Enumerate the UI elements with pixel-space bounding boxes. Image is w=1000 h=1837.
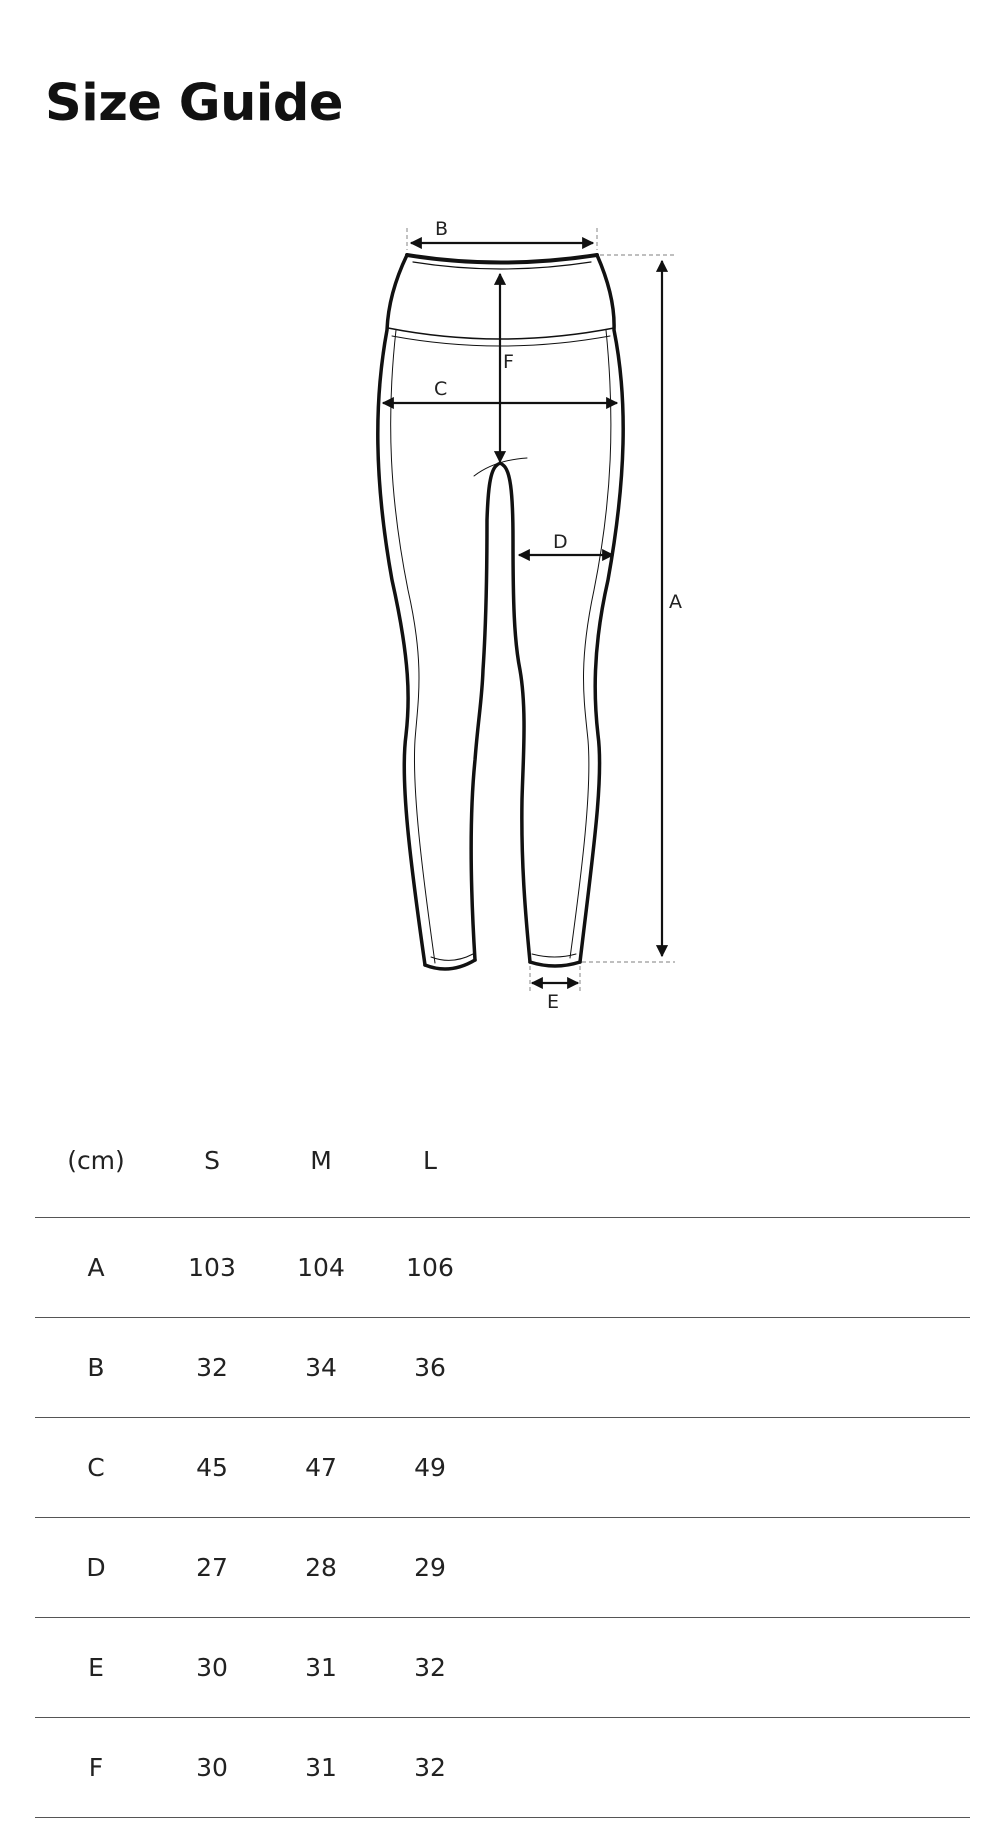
cell-value: 47 (305, 1452, 337, 1482)
table-row (35, 1517, 970, 1617)
label-a: A (669, 591, 682, 613)
size-header-m: M (310, 1146, 332, 1175)
cell-value: 31 (305, 1652, 337, 1682)
cell-value: 106 (406, 1252, 454, 1282)
row-label: F (88, 1752, 104, 1782)
row-label: D (86, 1552, 106, 1582)
table-row (35, 1217, 970, 1317)
table-row (35, 1317, 970, 1417)
measurement-guides (407, 228, 675, 992)
page-title: Size Guide (45, 74, 343, 133)
spacer-cell (485, 1317, 970, 1417)
table-row (35, 1417, 970, 1517)
cell-value: 27 (196, 1552, 228, 1582)
label-b: B (435, 218, 449, 240)
table-row (35, 1717, 970, 1817)
spacer-header (485, 1112, 970, 1217)
spacer-cell (485, 1417, 970, 1517)
size-header-l: L (423, 1146, 437, 1175)
cell-value: 29 (414, 1552, 446, 1582)
size-header-s: S (204, 1146, 220, 1175)
spacer-cell (485, 1517, 970, 1617)
cell-value: 32 (196, 1352, 228, 1382)
row-label: E (88, 1652, 104, 1682)
table-row (35, 1617, 970, 1717)
row-label: B (87, 1352, 105, 1382)
label-c: C (434, 378, 448, 400)
cell-value: 32 (414, 1752, 446, 1782)
cell-value: 49 (414, 1452, 446, 1482)
label-e: E (547, 991, 560, 1013)
unit-header: (cm) (67, 1146, 125, 1175)
row-label: C (87, 1452, 105, 1482)
cell-value: 30 (196, 1652, 228, 1682)
cell-value: 103 (188, 1252, 236, 1282)
label-f: F (503, 351, 514, 373)
cell-value: 36 (414, 1352, 446, 1382)
spacer-cell (485, 1717, 970, 1817)
cell-value: 104 (297, 1252, 345, 1282)
spacer-cell (485, 1217, 970, 1317)
cell-value: 34 (305, 1352, 337, 1382)
size-table (35, 1112, 970, 1818)
label-d: D (553, 531, 568, 553)
row-label: A (87, 1252, 105, 1282)
cell-value: 31 (305, 1752, 337, 1782)
cell-value: 28 (305, 1552, 337, 1582)
spacer-cell (485, 1617, 970, 1717)
size-table-header (35, 1112, 970, 1217)
cell-value: 32 (414, 1652, 446, 1682)
cell-value: 45 (196, 1452, 228, 1482)
cell-value: 30 (196, 1752, 228, 1782)
